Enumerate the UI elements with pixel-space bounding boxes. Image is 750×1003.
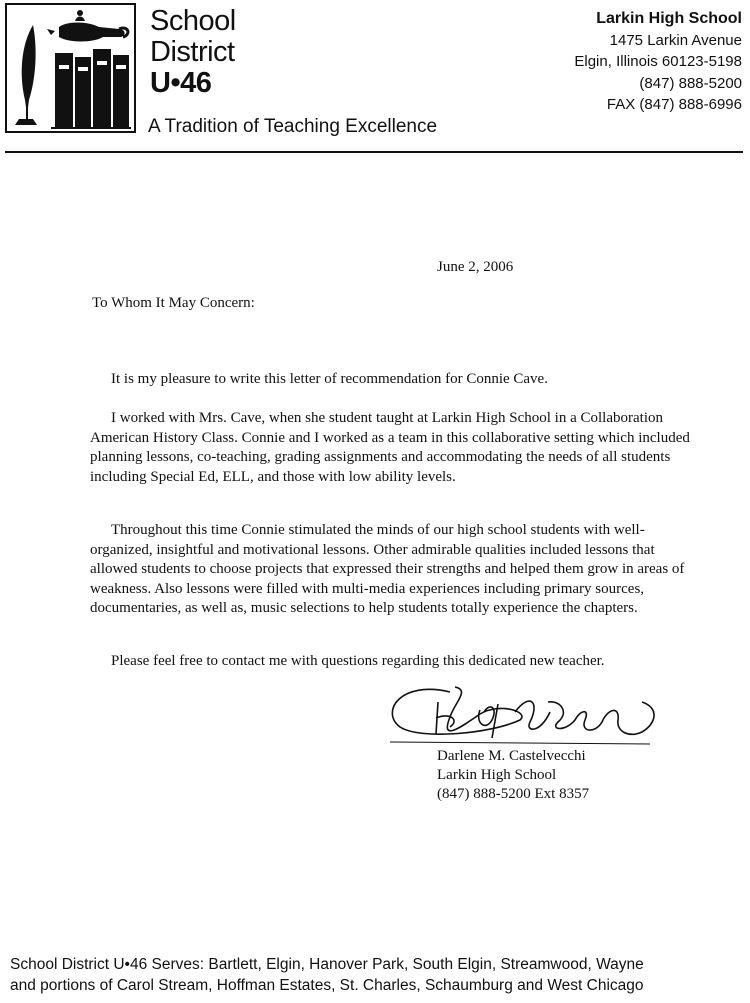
district-name-line2: District <box>150 36 235 68</box>
letter-paragraph-3: Throughout this time Connie stimulated the minds of our high school students with well-organized, insightful and motivational lessons. Other admirable qualities included lessons that allowed students to choose projects that expressed their strengths and helped them grow in areas of weakness. Also lessons were filled with multi-media experiences including primary sources, documentaries, as well as, music selections to help students totally experience the chapters. <box>90 522 685 616</box>
school-city: Elgin, Illinois 60123-5198 <box>574 53 742 70</box>
school-name: Larkin High School <box>596 10 742 27</box>
district-logo <box>5 3 136 133</box>
footer-line-2: and portions of Carol Stream, Hoffman Estates, St. Charles, Schaumburg and West Chicago <box>10 977 644 994</box>
district-tagline: A Tradition of Teaching Excellence <box>148 116 438 137</box>
signer-school: Larkin High School <box>437 767 557 783</box>
footer-line-1: School District U•46 Serves: Bartlett, Elgin, Hanover Park, South Elgin, Streamwood, Wayne <box>10 956 644 973</box>
handwritten-signature <box>380 672 670 752</box>
lamp-books-quill-icon <box>7 5 134 131</box>
district-name-line1: School <box>150 5 236 37</box>
district-name-line3: U•46 <box>150 67 212 99</box>
letter-paragraph-1: It is my pleasure to write this letter of recommendation for Connie Cave. <box>111 371 548 387</box>
signature-block <box>437 747 589 804</box>
school-fax: FAX (847) 888-6996 <box>606 96 742 113</box>
school-street: 1475 Larkin Avenue <box>609 31 742 49</box>
district-name <box>150 6 236 99</box>
letterhead-divider <box>5 151 743 153</box>
district-footer <box>10 954 745 996</box>
signer-name: Darlene M. Castelvecchi <box>437 748 586 764</box>
signer-phone: (847) 888-5200 Ext 8357 <box>437 786 590 802</box>
letter-paragraph-4: Please feel free to contact me with questions regarding this dedicated new teacher. <box>111 653 605 669</box>
letter-date: June 2, 2006 <box>437 259 514 275</box>
letter-paragraph-2: I worked with Mrs. Cave, when she student taught at Larkin High School in a Collaboration American History Class. Connie and I worked as a team in this collaborative setting which included planning lessons, co-teaching, grading assignments and accommodating the needs of all students including Special Ed, ELL, and those with low ability levels. <box>90 410 690 485</box>
letter-salutation: To Whom It May Concern: <box>92 295 255 311</box>
school-address-block <box>574 8 742 116</box>
school-phone: (847) 888-5200 <box>639 74 742 92</box>
